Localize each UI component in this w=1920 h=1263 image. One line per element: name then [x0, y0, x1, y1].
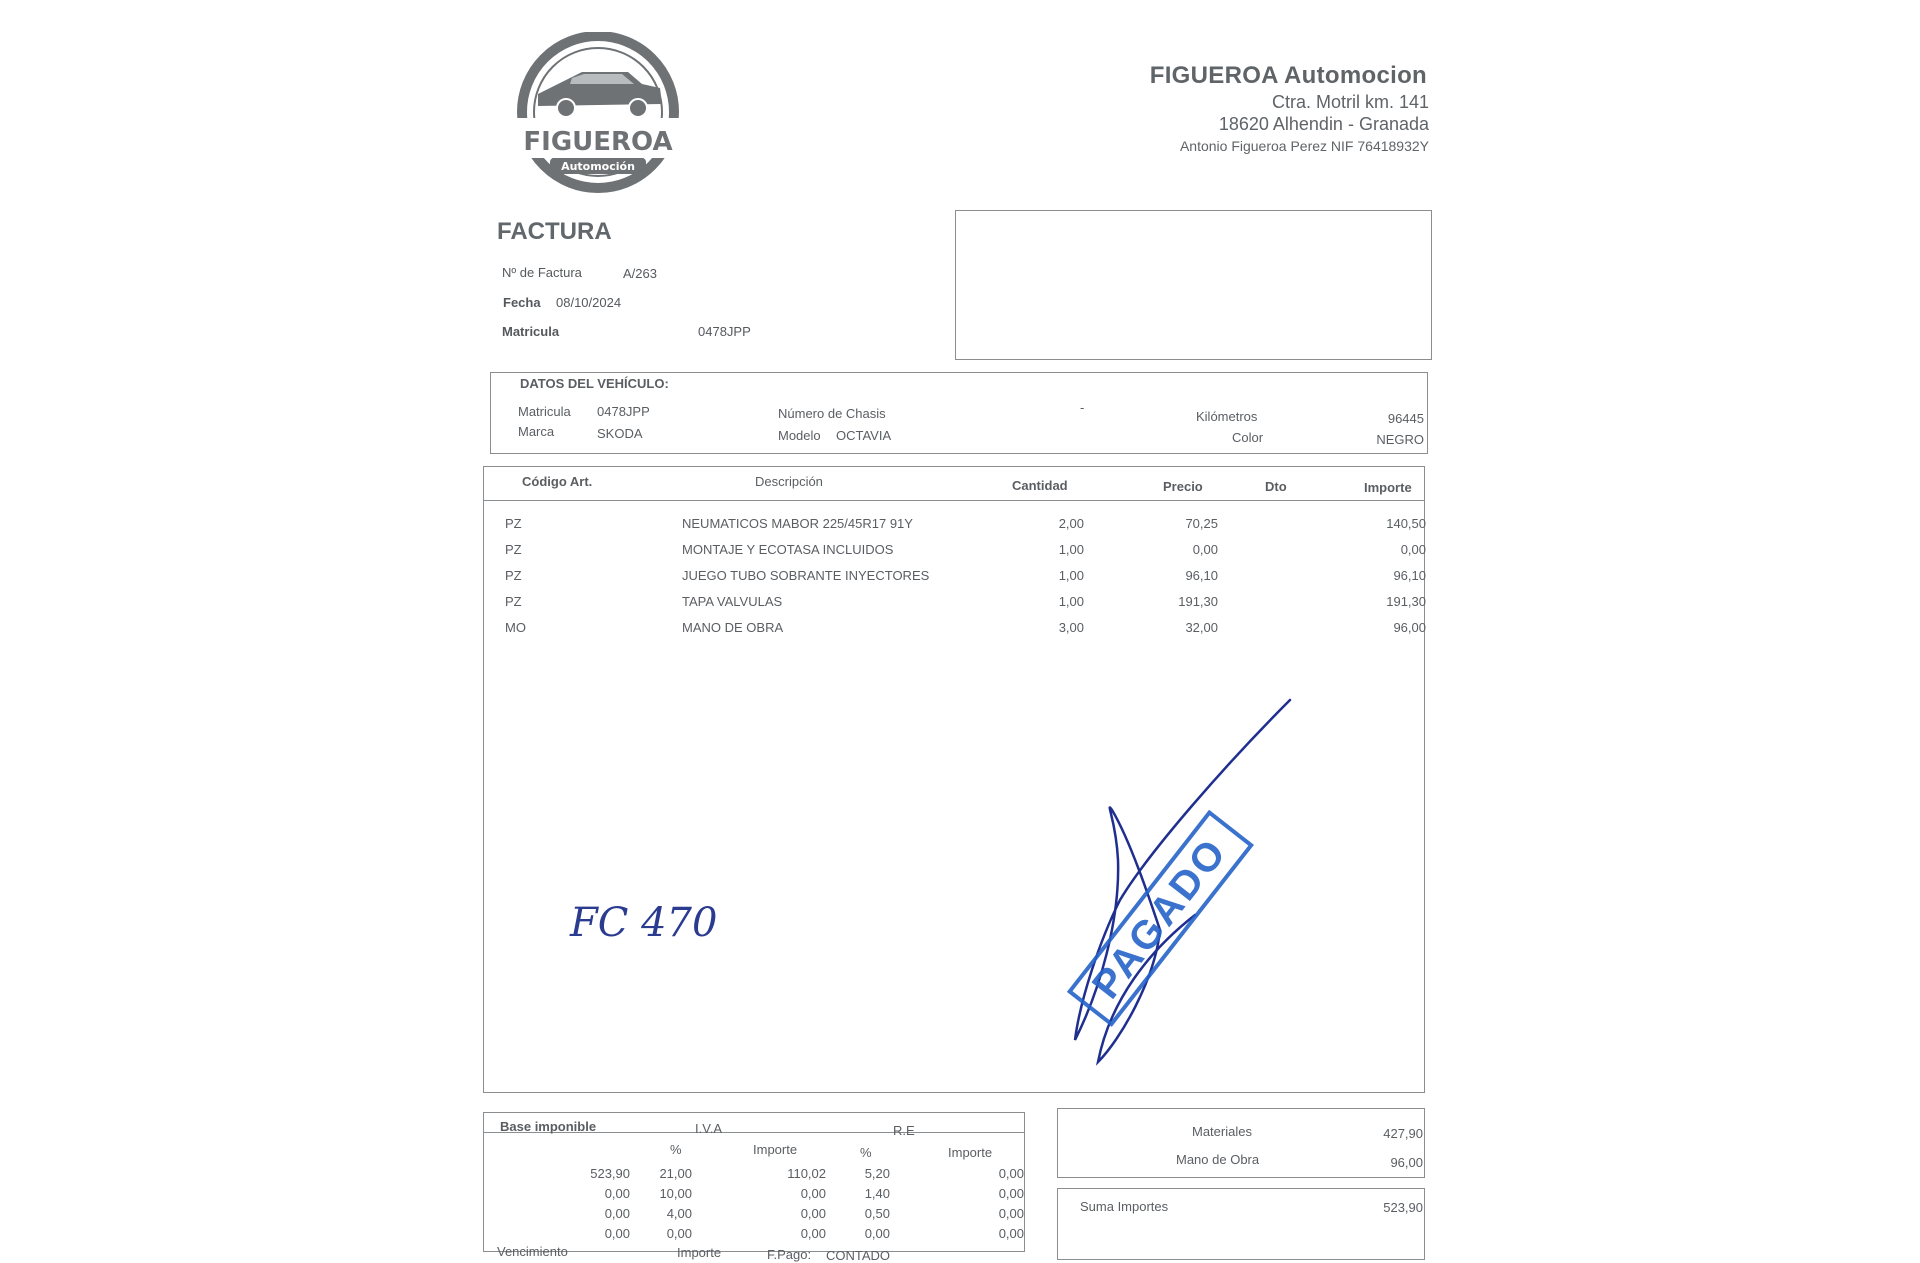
cell-price: 0,00	[1192, 542, 1218, 557]
materials-value: 427,90	[1383, 1126, 1423, 1141]
tax-cell-re-amount: 0,00	[998, 1166, 1024, 1181]
col-header-discount: Dto	[1265, 479, 1287, 494]
col-header-quantity: Cantidad	[1012, 478, 1068, 493]
tax-re-label: R.E	[893, 1123, 915, 1138]
invoice-plate: 0478JPP	[698, 324, 751, 339]
tax-cell-re-pct: 5,20	[864, 1166, 890, 1181]
vehicle-km-label: Kilómetros	[1196, 409, 1258, 424]
logo-text-main: FIGUEROA	[523, 127, 673, 157]
cell-amount: 96,00	[1393, 620, 1426, 635]
invoice-date-label: Fecha	[503, 295, 541, 310]
payment-method: CONTADO	[826, 1248, 891, 1263]
tax-cell-iva-pct: 21,00	[659, 1166, 692, 1181]
tax-cell-re-pct: 0,00	[864, 1226, 890, 1241]
vehicle-brand-label: Marca	[518, 424, 555, 439]
cell-description: MONTAJE Y ECOTASA INCLUIDOS	[682, 542, 894, 557]
tax-cell-base: 0,00	[604, 1206, 630, 1221]
vehicle-km: 96445	[1387, 411, 1424, 426]
tax-cell-re-amount: 0,00	[998, 1226, 1024, 1241]
labour-value: 96,00	[1390, 1155, 1423, 1170]
cell-code: MO	[505, 620, 526, 635]
vehicle-color: NEGRO	[1376, 432, 1424, 447]
tax-cell-iva-amount: 0,00	[800, 1226, 826, 1241]
due-label: Vencimiento	[497, 1244, 568, 1259]
cell-amount: 140,50	[1386, 516, 1426, 531]
materials-labour-box	[1057, 1108, 1425, 1178]
vehicle-section-title: DATOS DEL VEHÍCULO:	[520, 376, 669, 391]
cell-amount: 191,30	[1386, 594, 1426, 609]
tax-cell-re-amount: 0,00	[998, 1206, 1024, 1221]
vehicle-model-label: Modelo	[778, 428, 821, 443]
invoice-plate-label: Matricula	[502, 324, 560, 339]
tax-cell-iva-amount: 0,00	[800, 1206, 826, 1221]
tax-cell-iva-amount: 0,00	[800, 1186, 826, 1201]
cell-price: 70,25	[1185, 516, 1218, 531]
vehicle-chassis: -	[1080, 400, 1085, 415]
company-name: FIGUEROA Automocion	[1149, 62, 1427, 89]
company-address-1: Ctra. Motril km. 141	[1271, 92, 1429, 112]
cell-code: PZ	[505, 568, 522, 583]
company-address-2: 18620 Alhendin - Granada	[1218, 114, 1429, 134]
invoice-number-label: Nº de Factura	[502, 265, 582, 280]
tax-iva-pct-label: %	[670, 1142, 682, 1157]
cell-quantity: 1,00	[1058, 568, 1084, 583]
tax-row	[0, 1186, 1920, 1208]
col-header-price: Precio	[1163, 479, 1203, 494]
cell-description: TAPA VALVULAS	[682, 594, 783, 609]
sum-value: 523,90	[1383, 1200, 1423, 1215]
tax-cell-base: 0,00	[604, 1186, 630, 1201]
footer-amount-label: Importe	[677, 1245, 722, 1260]
cell-description: MANO DE OBRA	[682, 620, 784, 635]
vehicle-plate-label: Matricula	[518, 404, 571, 419]
vehicle-color-label: Color	[1232, 430, 1264, 445]
tax-cell-iva-amount: 110,02	[787, 1166, 826, 1181]
vehicle-model: OCTAVIA	[836, 428, 892, 443]
cell-code: PZ	[505, 542, 522, 557]
tax-re-pct-label: %	[860, 1145, 872, 1160]
tax-row	[0, 1166, 1920, 1188]
cell-code: PZ	[505, 516, 522, 531]
cell-amount: 96,10	[1393, 568, 1426, 583]
cell-price: 96,10	[1185, 568, 1218, 583]
tax-cell-base: 523,90	[590, 1166, 630, 1181]
cell-quantity: 1,00	[1058, 594, 1084, 609]
vehicle-plate: 0478JPP	[597, 404, 650, 419]
company-owner-nif: Antonio Figueroa Perez NIF 76418932Y	[1179, 138, 1429, 154]
payment-label: F.Pago:	[767, 1247, 812, 1262]
invoice-title: FACTURA	[497, 218, 612, 245]
labour-label: Mano de Obra	[1176, 1152, 1260, 1167]
col-header-description: Descripción	[755, 474, 823, 489]
tax-re-amount-label: Importe	[948, 1145, 993, 1160]
tax-cell-iva-pct: 10,00	[659, 1186, 692, 1201]
tax-base-label: Base imponible	[500, 1119, 597, 1134]
cell-quantity: 2,00	[1058, 516, 1084, 531]
logo-text-sub: Automoción	[561, 160, 635, 173]
tax-cell-base: 0,00	[604, 1226, 630, 1241]
col-header-amount: Importe	[1364, 480, 1412, 495]
vehicle-brand: SKODA	[597, 426, 643, 441]
invoice-number: A/263	[623, 266, 657, 281]
tax-cell-iva-pct: 4,00	[666, 1206, 692, 1221]
col-header-code: Código Art.	[522, 474, 593, 489]
cell-description: JUEGO TUBO SOBRANTE INYECTORES	[682, 568, 930, 583]
tax-cell-re-pct: 0,50	[864, 1206, 890, 1221]
tax-cell-re-amount: 0,00	[998, 1186, 1024, 1201]
vehicle-chassis-label: Número de Chasis	[778, 406, 886, 421]
tax-row	[0, 1226, 1920, 1248]
tax-cell-re-pct: 1,40	[864, 1186, 890, 1201]
cell-price: 191,30	[1178, 594, 1218, 609]
cell-code: PZ	[505, 594, 522, 609]
cell-description: NEUMATICOS MABOR 225/45R17 91Y	[682, 516, 913, 531]
tax-iva-amount-label: Importe	[753, 1142, 798, 1157]
handwritten-note: FC 470	[570, 900, 718, 946]
sum-label: Suma Importes	[1080, 1199, 1169, 1214]
cell-amount: 0,00	[1400, 542, 1426, 557]
cell-price: 32,00	[1185, 620, 1218, 635]
paid-stamp: PAGADO	[1067, 810, 1254, 1027]
tax-cell-iva-pct: 0,00	[666, 1226, 692, 1241]
materials-label: Materiales	[1192, 1124, 1252, 1139]
cell-quantity: 3,00	[1058, 620, 1084, 635]
invoice-date: 08/10/2024	[556, 295, 622, 310]
tax-iva-label: I.V.A	[695, 1121, 722, 1136]
cell-quantity: 1,00	[1058, 542, 1084, 557]
tax-row	[0, 1206, 1920, 1228]
